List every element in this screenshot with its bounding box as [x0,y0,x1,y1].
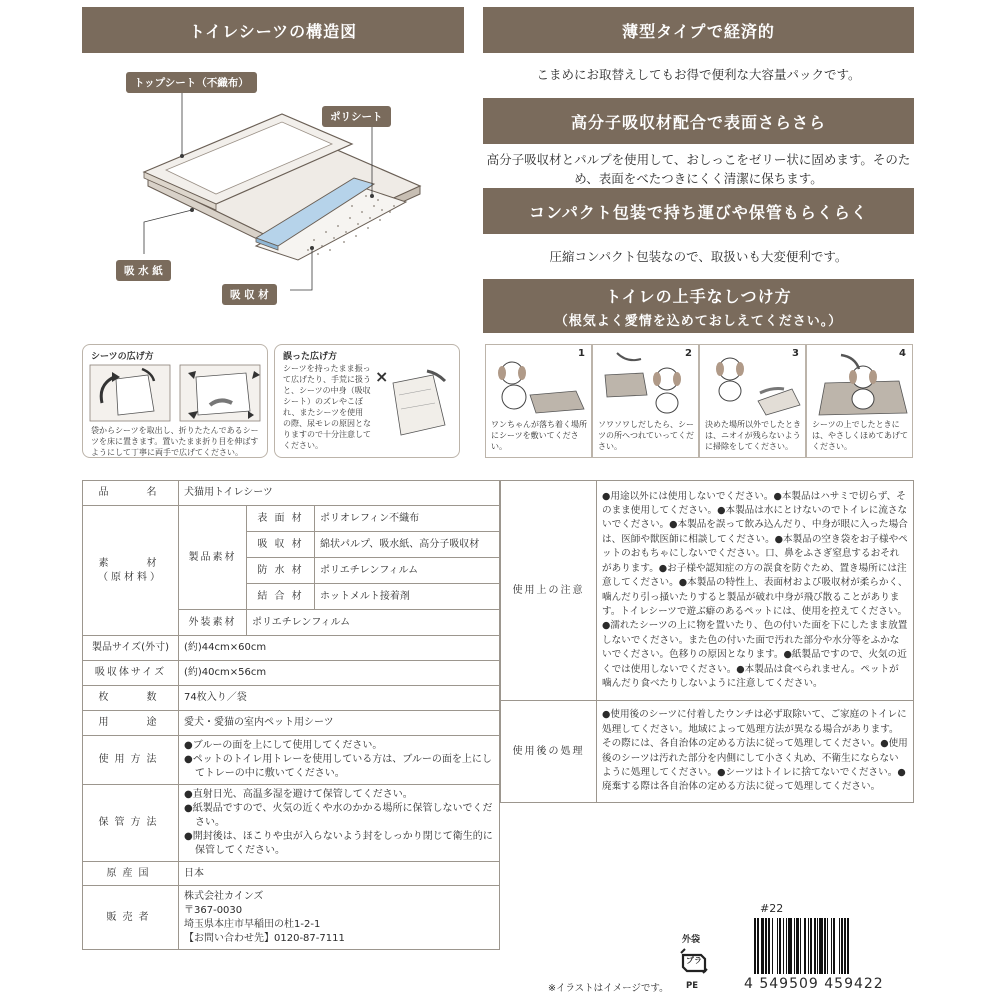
spec-value: 犬猫用トイレシーツ [179,481,500,506]
wrong-mark: × [375,367,389,386]
label-absorbent-paper: 吸 水 紙 [116,260,171,281]
table-row [83,785,500,862]
material-type-label: 表 面 材 [247,506,315,532]
disposal-label: 使用後の処理 [501,701,597,803]
table-row [83,636,500,661]
recycle-mark [674,932,714,992]
spec-label: 販売者 [83,886,179,950]
recycle-mark-text: プラ [686,956,702,965]
table-row [501,481,914,701]
training-subtitle: （根気よく愛情を込めておしえてください。） [554,313,843,329]
seller-line: 【お問い合わせ先】0120-87-7111 [184,932,345,944]
wrong-spread-title: 誤った広げ方 [283,352,338,362]
step-number: 2 [685,348,692,359]
material-sublabel: （原材料） [98,571,163,583]
material-value: ホットメルト接着剤 [315,584,500,610]
training-step-1 [485,344,592,458]
storage-item: ●開封後は、ほこりや虫が入らないよう封をしっかり閉じて衛生的に保管してください。 [184,831,493,856]
caution-text: ●用途以外には使用しないでください。●本製品はハサミで切らず、そのまま使用してください。●本製品は水にとけないのでトイレに流さないでください。●本製品を誤って飲み込んだり、中身が眼に入った場合は、医師や獣医師に相談してください。●本製品の空き袋をお子様やペットのおもちゃにしないでください。口、鼻をふさぎ窒息するおそれがあります。●お子様や認知症の方の誤食を防ぐため、置き場所には注意してください。●本製品の特性上、表面材および吸収材が柔らかく、噛んだり引っ掻いたりすると製品が破れ中身が飛び散ることがあります。トイレシーツで遊ぶ癖のあるペットには、使用を控えてください。●濡れたシーツの上に物を置いたり、色の付いた面を下にしたまま放置しないでください。また色の付いた面で汚れた部分や水分等をふかないでください。色移りの原因となります。●紙製品ですので、火気の近くでは使用しないでください。●本製品は食べられません。ペットが噛んだり食べたりしないように注意してください。 [597,481,914,701]
structure-title: トイレシーツの構造図 [188,21,358,41]
feature-banner-2 [483,98,914,144]
step-text: ワンちゃんが落ち着く場所にシーツを敷いてください。 [491,420,587,451]
label-top-sheet: トップシート（不織布） [126,72,257,93]
material-value: ポリエチレンフィルム [315,558,500,584]
barcode-stripe [849,918,851,974]
training-step-3 [699,344,806,458]
spread-illustration [88,363,264,425]
material-type-label: 防 水 材 [247,558,315,584]
item-code: #22 [760,902,784,915]
material-type-label: 結 合 材 [247,584,315,610]
method-item: ●ペットのトイレ用トレーを使用している方は、ブルーの面を上にしてトレーの中に敷いてください。 [184,754,492,779]
feature-title-1: 薄型タイプで経済的 [622,21,775,41]
label-absorbent-material: 吸 収 材 [222,284,277,305]
training-banner [483,279,914,333]
outer-material-value: ポリエチレンフィルム [247,610,500,636]
feature-text-3: 圧縮コンパクト包装なので、取扱いも大変便利です。 [549,249,848,264]
spec-value: 74枚入り／袋 [179,686,500,711]
spread-text: 袋からシーツを取出し、折りたたんであるシーツを床に置きます。置いたまま折り目を伸ばすようにして丁寧に両手で広げてください。 [91,426,259,457]
step-number: 1 [578,348,585,359]
sheet-structure-diagram [82,60,464,332]
spec-label: 枚 数 [83,686,179,711]
material-value: ポリオレフィン不織布 [315,506,500,532]
spec-label: 製品サイズ(外寸) [83,636,179,661]
spec-label: 品 名 [83,481,179,506]
feature-text-1: こまめにお取替えしてもお得で便利な大容量パックです。 [536,67,861,82]
feature-text-2: 高分子吸収材とパルプを使用して、おしっこをゼリー状に固めます。そのため、表面をべたつきにくく清潔に保ちます。 [486,152,911,186]
seller-line: 株式会社カインズ [184,890,264,902]
feature-banner-3 [483,188,914,234]
caution-table [500,480,914,803]
table-row [83,711,500,736]
table-row [83,481,500,506]
table-row [83,886,500,950]
table-row [501,701,914,803]
recycle-top-label: 外袋 [682,935,701,945]
dog-praised-icon [811,351,909,417]
wrong-spread-text: シーツを持ったまま振って広げたり、手荒に扱うと、シーツの中身（吸収シート）のズレやこぼれ、またシーツを使用の際、尿モレの原因となりますので十分注意してください。 [283,364,371,450]
step-text: 決めた場所以外でしたときは、ニオイが残らないように掃除をしてください。 [705,420,801,451]
material-type-label: 吸 収 材 [247,532,315,558]
table-row [83,506,500,532]
illustration-note: ※イラストはイメージです。 [548,983,669,994]
training-step-2 [592,344,699,458]
feature-title-2: 高分子吸収材配合で表面さらさら [570,112,826,132]
material-value: 綿状パルプ、吸水紙、高分子吸収材 [315,532,500,558]
feature-banner-1 [483,7,914,53]
seller-line: 埼玉県本庄市早稲田の杜1-2-1 [184,918,321,930]
product-spec-table [82,480,500,950]
training-step-4 [806,344,913,458]
spec-value [179,886,500,950]
spec-value [179,785,500,862]
spec-label: 吸収体サイズ [83,661,179,686]
label-poly-sheet: ポリシート [322,106,391,127]
training-title: トイレの上手なしつけ方 [605,286,792,306]
dog-guided-icon [597,351,695,417]
step-text: ソワソワしだしたら、シーツの所へつれていってください。 [598,420,694,451]
feature-title-3: コンパクト包装で持ち運びや保管もらくらく [529,202,868,222]
product-material-label: 製品素材 [179,506,247,610]
dog-sitting-icon [490,351,588,417]
table-row [83,686,500,711]
outer-material-label: 外装素材 [179,610,247,636]
dog-cleaning-icon [704,351,802,417]
spec-value [179,736,500,785]
table-row [83,736,500,785]
spread-instructions-box [82,344,268,458]
spec-value: (約)44cm×60cm [179,636,500,661]
spec-value: (約)40cm×56cm [179,661,500,686]
table-row [83,862,500,886]
storage-item: ●直射日光、高温多湿を避けて保管してください。 [184,789,413,800]
barcode-bars [754,918,914,974]
seller-line: 〒367-0030 [184,904,243,916]
recycle-bottom-label: PE [686,981,699,991]
table-row [83,661,500,686]
spec-label: 原産国 [83,862,179,886]
spec-label: 使用方法 [83,736,179,785]
spread-title: シーツの広げ方 [91,352,154,362]
caution-label: 使用上の注意 [501,481,597,701]
method-item: ●ブルーの面を上にして使用してください。 [184,740,383,751]
spec-value: 愛犬・愛猫の室内ペット用シーツ [179,711,500,736]
step-number: 3 [792,348,799,359]
barcode-number: 4 549509 459422 [744,976,884,992]
spec-label-material [83,506,179,636]
disposal-text: ●使用後のシーツに付着したウンチは必ず取除いて、ご家庭のトイレに処理してください。地域によって処理方法が異なる場合があります。その際には、各自治体の定める方法に従って処理してください。●使用後のシーツは汚れた部分を内側にして小さく丸め、不衛生にならないように処理してください。●シーツはトイレに捨てないでください。●廃棄する際は各自治体の定める方法に従って処理してください。 [597,701,914,803]
structure-title-banner [82,7,464,53]
material-label: 素 材 [98,557,163,569]
spec-value: 日本 [179,862,500,886]
spec-label: 用 途 [83,711,179,736]
step-text: シーツの上でしたときには、やさしくほめてあげてください。 [812,420,908,451]
step-number: 4 [899,348,906,359]
spec-label: 保管方法 [83,785,179,862]
wrong-spread-box [274,344,460,458]
storage-item: ●紙製品ですので、火気の近くや水のかかる場所に保管しないでください。 [184,803,493,828]
